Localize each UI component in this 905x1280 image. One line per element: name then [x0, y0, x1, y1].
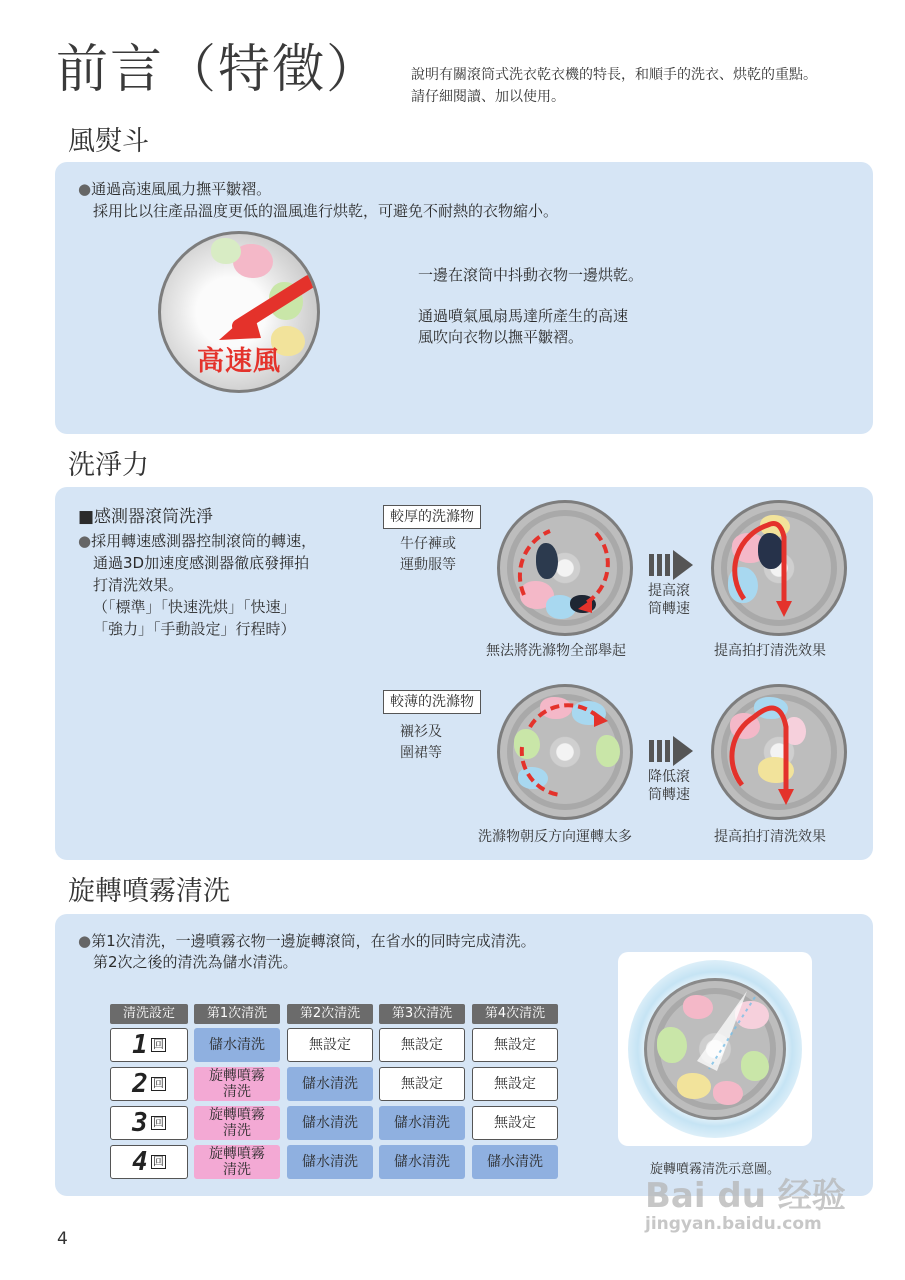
thick-caption-before: 無法將洗滌物全部舉起 — [486, 643, 626, 659]
table-cell: 無設定 — [472, 1106, 558, 1140]
wash-bullet-line-3: 打清洗效果。 — [93, 576, 184, 594]
setting-number: 2 — [132, 1069, 148, 1099]
intro-line-1: 說明有關滾筒式洗衣乾衣機的特長，和順手的洗衣、烘乾的重點。 — [411, 67, 817, 83]
watermark-url: jingyan.baidu.com — [645, 1214, 822, 1234]
wash-subtitle: ■感測器滾筒洗淨 — [78, 507, 214, 527]
table-cell: 無設定 — [472, 1028, 558, 1062]
spray-line-1: ● 第1次清洗，一邊噴霧衣物一邊旋轉滾筒，在省水的同時完成清洗。 — [78, 930, 536, 952]
intro-text — [411, 64, 817, 108]
section-title-spray: 旋轉噴霧清洗 — [68, 876, 230, 907]
drum-before-thin — [497, 684, 633, 820]
wash-bullet-line-2: 通過3D加速度感測器徹底發揮拍 — [93, 554, 310, 572]
iron-desc-1: 一邊在滾筒中抖動衣物一邊烘乾。 — [418, 266, 644, 284]
page-title: 前言（特徵） — [56, 40, 381, 100]
iron-desc-2a: 通過噴氣風扇馬達所產生的高速 — [418, 307, 629, 325]
thin-action-2: 筒轉速 — [648, 787, 690, 803]
thick-caption-after: 提高拍打清洗效果 — [714, 643, 826, 659]
table-row-setting — [110, 1067, 188, 1101]
setting-unit: 回 — [152, 1077, 164, 1090]
thick-laundry-label: 較厚的洗滌物 — [383, 505, 481, 529]
wash-bullet-line-5: 「強力」「手動設定」行程時） — [93, 620, 296, 638]
thin-examples-2: 圍裙等 — [400, 745, 442, 761]
wash-bullet-line-1: ● 採用轉速感測器控制滾筒的轉速， — [78, 530, 316, 552]
setting-unit: 回 — [152, 1038, 164, 1051]
page-number: 4 — [57, 1229, 68, 1249]
table-header: 第1次清洗 — [194, 1004, 280, 1024]
section-title-iron: 風熨斗 — [68, 126, 149, 157]
high-speed-wind-drum-image — [158, 231, 320, 393]
setting-unit: 回 — [152, 1155, 164, 1168]
drum-before-thick — [497, 500, 633, 636]
intro-line-2: 請仔細閱讀、加以使用。 — [411, 89, 565, 105]
spray-line-2: 第2次之後的清洗為儲水清洗。 — [93, 953, 298, 971]
table-cell: 儲水清洗 — [287, 1145, 373, 1179]
table-row-setting — [110, 1145, 188, 1179]
section-title-wash: 洗淨力 — [68, 450, 149, 481]
table-header: 第3次清洗 — [379, 1004, 465, 1024]
thick-action-2: 筒轉速 — [648, 601, 690, 617]
reverse-rotation-arrow-icon — [500, 687, 630, 817]
setting-unit: 回 — [152, 1116, 164, 1129]
thin-action-1: 降低滾 — [648, 769, 690, 785]
thin-caption-before: 洗滌物朝反方向運轉太多 — [478, 829, 632, 845]
table-cell: 旋轉噴霧 清洗 — [194, 1106, 280, 1140]
thin-laundry-label: 較薄的洗滌物 — [383, 690, 481, 714]
setting-number: 4 — [132, 1147, 148, 1177]
table-cell: 無設定 — [472, 1067, 558, 1101]
watermark-logo: Bai du 经验 — [645, 1176, 846, 1216]
spray-drum-image — [644, 978, 786, 1120]
setting-number: 3 — [132, 1108, 148, 1138]
table-cell: 旋轉噴霧 清洗 — [194, 1067, 280, 1101]
thick-action-1: 提高滾 — [648, 583, 690, 599]
table-header: 第2次清洗 — [287, 1004, 373, 1024]
transition-arrow-icon — [649, 550, 693, 580]
drum-after-thick — [711, 500, 847, 636]
table-cell: 儲水清洗 — [379, 1106, 465, 1140]
thick-examples-2: 運動服等 — [400, 557, 456, 573]
table-header: 第4次清洗 — [472, 1004, 558, 1024]
drum-after-thin — [711, 684, 847, 820]
table-cell: 無設定 — [379, 1067, 465, 1101]
transition-arrow-icon — [649, 736, 693, 766]
iron-bullet-1: ● 通過高速風風力撫平皺褶。 — [78, 178, 271, 200]
spray-image-caption: 旋轉噴霧清洗示意圖。 — [650, 1162, 781, 1177]
high-speed-wind-label: 高速風 — [197, 346, 281, 377]
table-cell: 儲水清洗 — [287, 1106, 373, 1140]
table-cell: 儲水清洗 — [379, 1145, 465, 1179]
iron-desc-2b: 風吹向衣物以撫平皺褶。 — [418, 328, 584, 346]
table-row-setting — [110, 1106, 188, 1140]
table-header: 清洗設定 — [110, 1004, 188, 1024]
thick-examples-1: 牛仔褲或 — [400, 536, 456, 552]
table-cell: 儲水清洗 — [194, 1028, 280, 1062]
wash-bullet-line-4: （「標準」「快速洗烘」「快速」 — [93, 598, 296, 616]
rotation-arrow-icon — [500, 503, 630, 633]
table-cell: 無設定 — [379, 1028, 465, 1062]
setting-number: 1 — [132, 1030, 148, 1060]
iron-line-2: 採用比以往產品溫度更低的溫風進行烘乾，可避免不耐熱的衣物縮小。 — [93, 202, 559, 220]
drop-arrow-icon — [714, 687, 844, 817]
water-spray-icon — [647, 981, 783, 1117]
table-cell: 儲水清洗 — [472, 1145, 558, 1179]
table-cell: 旋轉噴霧 清洗 — [194, 1145, 280, 1179]
thin-caption-after: 提高拍打清洗效果 — [714, 829, 826, 845]
spray-illustration-card — [618, 952, 812, 1146]
table-cell: 無設定 — [287, 1028, 373, 1062]
table-cell: 儲水清洗 — [287, 1067, 373, 1101]
thin-examples-1: 襯衫及 — [400, 724, 442, 740]
table-row-setting — [110, 1028, 188, 1062]
drop-arrow-icon — [714, 503, 844, 633]
